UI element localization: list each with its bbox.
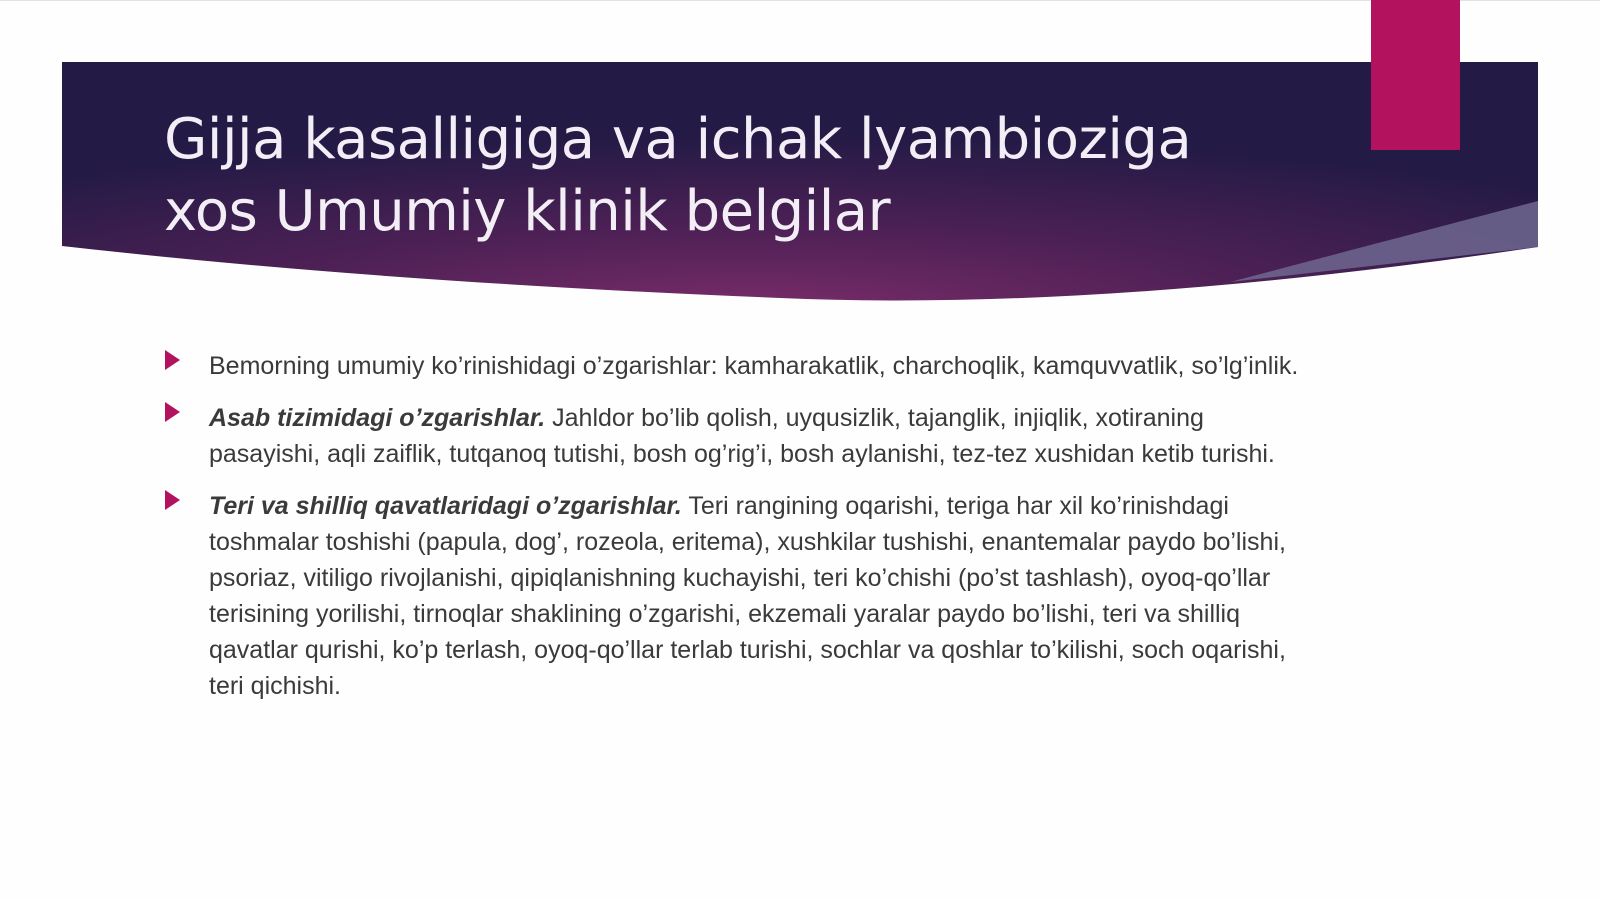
bullet-item-skin-mucosa (162, 488, 1312, 704)
bullet-list (162, 348, 1312, 720)
triangle-bullet-icon (165, 490, 180, 510)
title-line-2: xos Umumiy klinik belgilar (164, 179, 891, 244)
bullet-lead: Asab tizimidagi o’zgarishlar. (209, 404, 546, 432)
accent-tab (1371, 0, 1460, 150)
bullet-item-general-appearance (162, 348, 1312, 384)
bullet-text: Jahldor bo’lib qolish, uyqusizlik, tajanglik, injiqlik, xotiraning pasayishi, aqli zaiflik, tutqanoq tutishi, bosh og’rig’i, bosh aylanishi, tez-tez xushidan ketib turishi. (209, 404, 1275, 468)
bullet-item-nervous-system (162, 400, 1312, 472)
bullet-lead: Teri va shilliq qavatlaridagi o’zgarishlar. (209, 492, 682, 520)
slide-title (164, 104, 1314, 248)
title-line-1: Gijja kasalligiga va ichak lyambioziga (164, 107, 1192, 172)
triangle-bullet-icon (165, 402, 180, 422)
bullet-text: Bemorning umumiy ko’rinishidagi o’zgarishlar: kamharakatlik, charchoqlik, kamquvvatlik, so’lg’inlik. (209, 352, 1299, 380)
bullet-text: Teri rangining oqarishi, teriga har xil ko’rinishdagi toshmalar toshishi (papula, dog’, rozeola, eritema), xushkilar tushishi, enantemalar paydo bo’lishi, psoriaz, vitiligo rivojlanishi, qipiqlanishning kuchayishi, teri ko’chishi (po’st tashlash), oyoq-qo’llar terisining yorilishi, tirnoqlar shaklining o’zgarishi, ekzemali yaralar paydo bo’lishi, teri va shilliq qavatlar qurishi, ko’p terlash, oyoq-qo’llar terlab turishi, sochlar va qoshlar to’kilishi, soch oqarishi, teri qichishi. (209, 492, 1286, 700)
triangle-bullet-icon (165, 350, 180, 370)
